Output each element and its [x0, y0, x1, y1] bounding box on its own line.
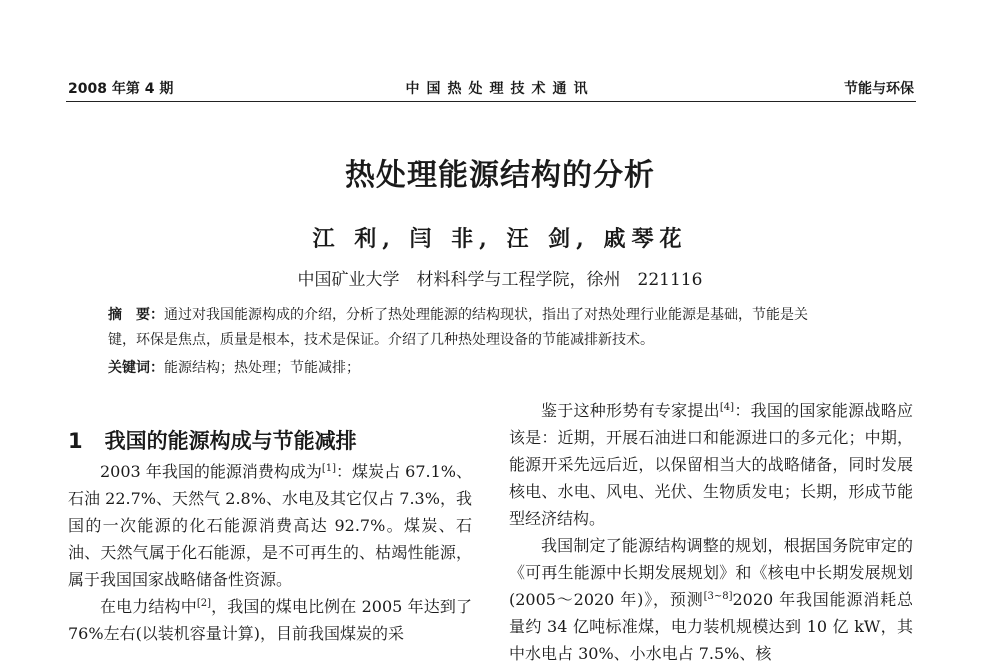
article-title: 热处理能源结构的分析 [345, 158, 655, 193]
column-label: 节能与环保 [844, 81, 914, 97]
body-paragraph: 在电力结构中[2]，我国的煤电比例在 2005 年达到了 76%左右(以装机容量计算)，目前我国煤炭的采 [68, 597, 472, 643]
body-paragraph: 2003 年我国的能源消费构成为[1]：煤炭占 67.1%、石油 22.7%、天然气 2.8%、水电及其它仅占 7.3%，我国的一次能源的化石能源消费高达 92.7%。煤炭、石油、天然气属于化石能源，是不可再生的、枯竭性能源，属于我国国家战略储备性资源。 [68, 462, 472, 589]
citation: [3~8] [703, 591, 733, 602]
body-paragraph: 鉴于这种形势有专家提出[4]：我国的国家能源战略应该是：近期，开展石油进口和能源进口的多元化；中期，能源开采先远后近，以保留相当大的战略储备，同时发展核电、水电、风电、光伏、生物质发电；长期，形成节能型经济结构。 [509, 401, 913, 528]
body-paragraph: 我国制定了能源结构调整的规划，根据国务院审定的《可再生能源中长期发展规划》和《核电中长期发展规划(2005～2020 年)》，预测[3~8]2020 年我国能源消耗总量约 34 亿吨标准煤，电力装机规模达到 10 亿 kW，其中水电占 30%、小水电占 7.5%、核 [509, 536, 913, 663]
right-column [509, 397, 913, 667]
keywords-text: 能源结构；热处理；节能减排； [164, 360, 360, 376]
article-affiliation: 中国矿业大学 材料科学与工程学院，徐州 221116 [297, 270, 703, 290]
abstract-label: 摘 要： [108, 307, 164, 323]
citation: [2] [196, 598, 212, 609]
section-title: 我国的能源构成与节能减排 [104, 429, 357, 453]
issue-label: 2008 年第 4 期 [68, 81, 174, 97]
section-heading [68, 425, 357, 455]
abstract-line-1 [108, 303, 908, 328]
keywords-label: 关键词： [108, 360, 164, 376]
journal-name: 中国热处理技术通讯 [405, 81, 595, 97]
citation: [4] [719, 402, 735, 413]
section-number: 1 [68, 429, 83, 453]
abstract-line-2: 键，环保是焦点，质量是根本，技术是保证。介绍了几种热处理设备的节能减排新技术。 [108, 332, 654, 348]
article-authors: 江 利, 闫 非, 汪 剑, 戚琴花 [312, 226, 688, 252]
citation: [1] [321, 463, 337, 474]
header-divider [66, 101, 916, 102]
left-column [68, 458, 472, 647]
keywords-line [108, 356, 908, 381]
abstract-text-1: 通过对我国能源构成的介绍，分析了热处理能源的结构现状，指出了对热处理行业能源是基础，节能是关 [164, 307, 808, 323]
